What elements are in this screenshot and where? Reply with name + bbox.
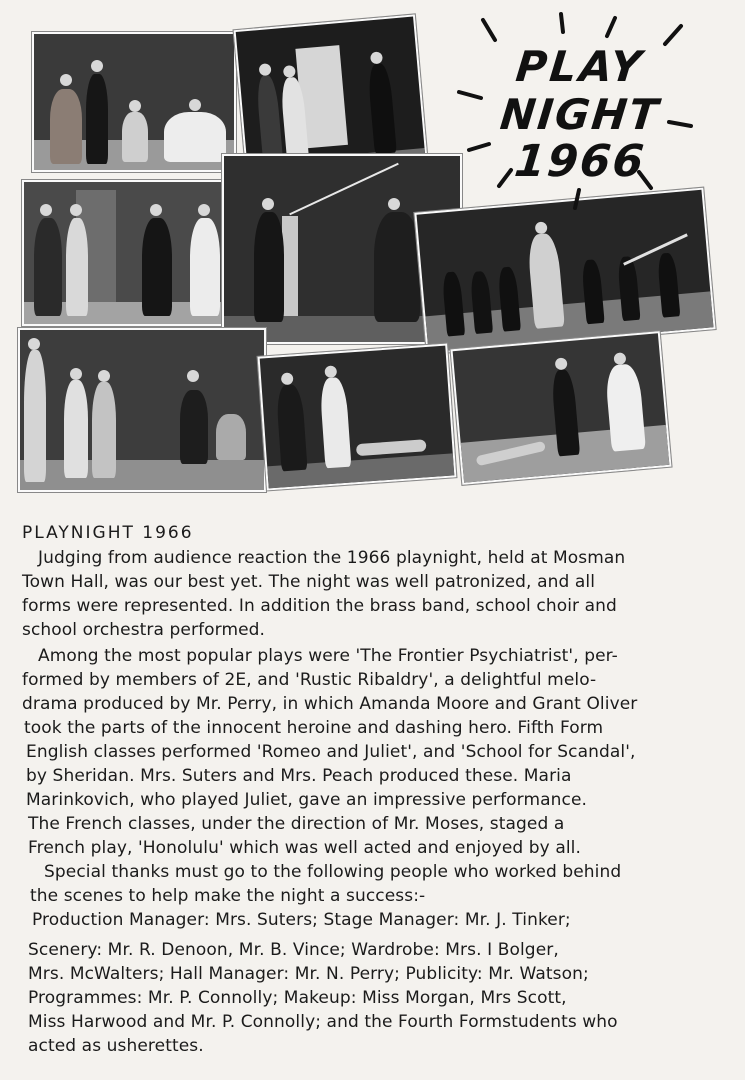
badge-line-play: PLAY — [513, 42, 647, 91]
article-line: Scenery: Mr. R. Denoon, Mr. B. Vince; Wardrobe: Mrs. I Bolger, — [28, 940, 559, 960]
badge-line-year: 1966 — [512, 136, 648, 187]
article-line: French play, 'Honolulu' which was well acted and enjoyed by all. — [28, 838, 582, 858]
photo-dramatic-scene — [258, 344, 457, 491]
article-line: The French classes, under the direction of Mr. Moses, staged a — [28, 814, 565, 834]
photo-french-play — [18, 328, 266, 492]
article-line: Programmes: Mr. P. Connolly; Makeup: Miss Morgan, Mrs Scott, — [28, 988, 567, 1008]
article-line: school orchestra performed. — [22, 620, 266, 640]
article-line: Judging from audience reaction the 1966 playnight, held at Mosman — [38, 548, 626, 568]
article-line: Miss Harwood and Mr. P. Connolly; and the Fourth Formstudents who — [28, 1012, 618, 1032]
article-line: the scenes to help make the night a success:- — [30, 886, 426, 906]
article-line: formed by members of 2E, and 'Rustic Ribaldry', a delightful melo- — [22, 670, 597, 690]
article-line: forms were represented. In addition the brass band, school choir and — [22, 596, 617, 616]
article-line: Production Manager: Mrs. Suters; Stage Manager: Mr. J. Tinker; — [32, 910, 571, 930]
play-night-badge — [455, 10, 705, 215]
photo-trio-scene — [22, 180, 232, 326]
article-line: Marinkovich, who played Juliet, gave an impressive performance. — [26, 790, 588, 810]
photo-costume-drama — [32, 32, 236, 172]
article-line: Town Hall, was our best yet. The night was well patronized, and all — [22, 572, 596, 592]
badge-line-night: NIGHT — [497, 90, 663, 139]
article-line: by Sheridan. Mrs. Suters and Mrs. Peach produced these. Maria — [26, 766, 572, 786]
article-line: Mrs. McWalters; Hall Manager: Mr. N. Perry; Publicity: Mr. Watson; — [28, 964, 589, 984]
article-line: took the parts of the innocent heroine and dashing hero. Fifth Form — [24, 718, 604, 738]
article-line: Among the most popular plays were 'The Frontier Psychiatrist', per- — [38, 646, 618, 666]
photo-melodrama-scene — [450, 331, 671, 485]
article-line: drama produced by Mr. Perry, in which Amanda Moore and Grant Oliver — [22, 694, 638, 714]
article-heading: PLAYNIGHT 1966 — [22, 523, 194, 543]
article-line: acted as usherettes. — [28, 1036, 204, 1056]
article-line: Special thanks must go to the following people who worked behind — [44, 862, 622, 882]
article-line: English classes performed 'Romeo and Juliet', and 'School for Scandal', — [26, 742, 636, 762]
